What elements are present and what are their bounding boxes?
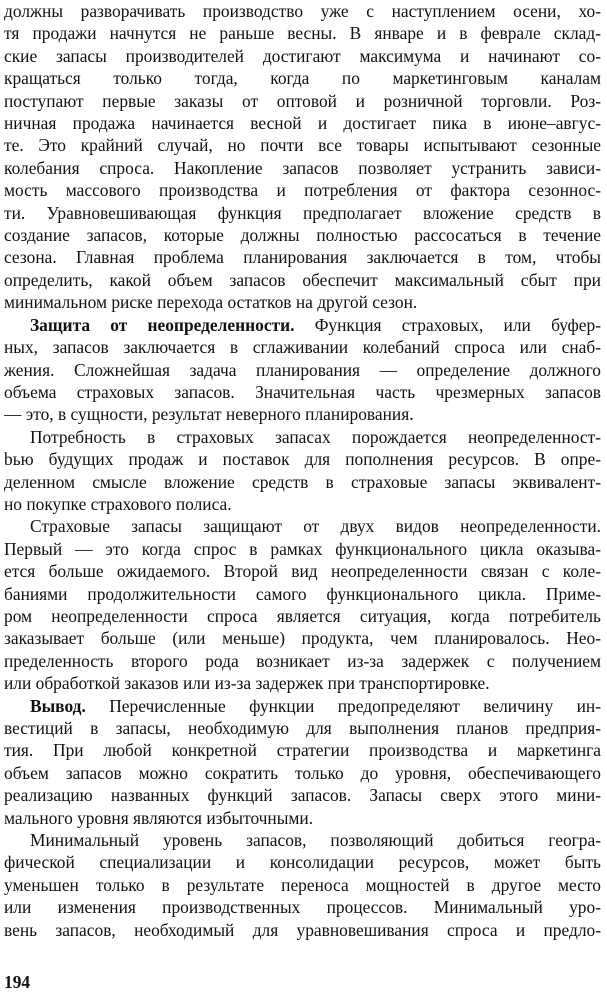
text-line: определить, какой объем запасов обеспечит максимальный сбыт при [4,269,601,290]
text-line: но покупке страхового полиса. [4,493,232,514]
text-line: те. Это крайний случай, но почти все товары испытывают сезонные [4,135,601,156]
text-line: тия. При любой конкретной стратегии производства и маркетинга [4,740,601,761]
body-text [4,0,601,941]
text-line: колебания спроса. Накопление запасов позволяет устранить зависи- [4,157,601,178]
text-line: мость массового производства и потребления от фактора сезоннос- [4,180,601,201]
text-line: Первый — это когда спрос в рамках функционального цикла оказыва- [4,538,601,559]
section-lead: Защита от неопределенности. [30,314,295,335]
text-line: ется больше ожидаемого. Второй вид неопределенности связан с коле- [4,561,601,582]
paragraph-3 [4,426,601,516]
text-line: фической специализации и консолидации ресурсов, может быть [4,852,601,873]
text-line: заказывает больше (или меньше) продукта, чем планировалось. Нео- [4,628,601,649]
text-line: должны разворачивать производство уже с наступлением осени, хо- [4,1,601,21]
text-line: вестиций в запасы, необходимую для выполнения планов предприя- [4,718,601,738]
text-line: сезона. Главная проблема планирования заключается в том, чтобы [4,247,601,268]
text-line: тя продажи начнутся не раньше весны. В январе и в феврале склад- [4,23,601,44]
text-line: Минимальный уровень запасов, позволяющий добиться геогра- [30,830,601,851]
text-line: объем запасов можно сократить только до уровня, обеспечивающего [4,762,601,783]
text-line: вень запасов, необходимый для уравновешивания спроса и предло- [4,919,601,940]
paragraph-1 [4,0,601,314]
text-line: мального уровня являются избыточными. [4,807,314,828]
section-lead: Вывод. [30,695,86,716]
text-line: ных, запасов заключается в сглаживании колебаний спроса или снаб- [4,337,601,358]
text-line: жения. Сложнейшая задача планирования — определение должного [4,359,601,380]
text-line: bью будущих продаж и поставок для пополнения ресурсов. В опре- [4,449,601,470]
paragraph-4 [4,515,601,694]
text-line: ничная продажа начинается весной и достигает пика в июне–авгус- [4,113,601,134]
text-line: — это, в сущности, результат неверного планирования. [4,404,414,425]
text-line: Страховые запасы защищают от двух видов неопределенности. [30,516,601,537]
text-line: деленном смысле вложение средств в страховые запасы эквивалент- [4,471,601,492]
text-run: Функция страховых, или буфер- [294,314,601,335]
text-line: ские запасы производителей достигают максимума и начинают со- [4,45,601,66]
paragraph-2 [4,314,601,426]
text-line: ром неопределенности спроса является ситуация, когда потребитель [4,605,601,626]
text-line: баниями продолжительности самого функционального цикла. Приме- [4,583,601,604]
text-line: минимальном риске перехода остатков на другой сезон. [4,292,418,313]
text-line: создание запасов, которые должны полностью рассосаться в течение [4,225,601,246]
text-line [4,695,601,717]
text-line: Потребность в страховых запасах порождается неопределенност- [30,426,601,447]
text-line: кращаться только тогда, когда по маркетинговым каналам [4,68,601,89]
text-line: или изменения производственных процессов. Минимальный уро- [4,897,601,918]
text-line: реализацию названных функций запасов. Запасы сверх этого мини- [4,785,601,806]
text-line [4,314,601,336]
text-run: Перечисленные функции предопределяют величину ин- [85,695,601,716]
paragraph-6 [4,829,601,941]
text-line: объема страховых запасов. Значительная часть чрезмерных запасов [4,381,601,402]
paragraph-5 [4,695,601,829]
text-line: поступают первые заказы от оптовой и розничной торговли. Роз- [4,90,601,111]
page-number: 194 [4,972,31,992]
text-line: пределенность второго рода возникает из-за задержек с получением [4,650,601,671]
text-line: ти. Уравновешивающая функция предполагает вложение средств в [4,202,601,223]
text-line: уменьшен только в результате переноса мощностей в другое место [4,874,601,895]
text-line: или обработкой заказов или из-за задержек при транспортировке. [4,673,490,694]
